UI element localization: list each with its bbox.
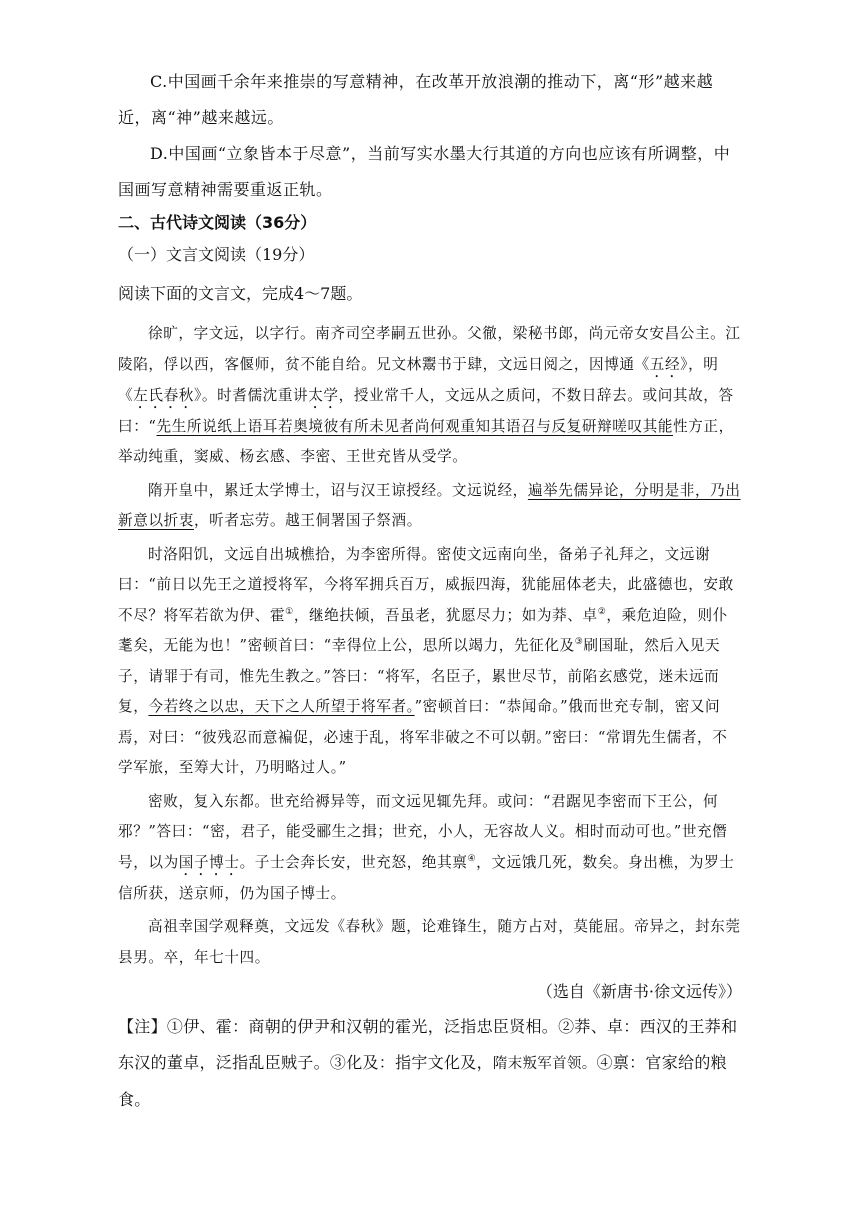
passage-paragraph-5: 高祖幸国学观释奠，文远发《春秋》题，论难锋生，随方占对，莫能屈。帝异之，封东莞县男。卒，年七十四。 (118, 918, 741, 966)
underlined-sentence-3: 今若终之以忠，天下之人所望于将军者。 (148, 698, 415, 715)
option-d: D.中国画“立象皆本于尽意”，当前写实水墨大行其道的方向也应该有所调整，中国画写意精神需要重返正轨。 (118, 144, 731, 199)
source-citation: （选自《新唐书·徐文远传》） (536, 982, 742, 1001)
dotted-term-guozi: 国子博士 (178, 853, 240, 871)
text-run: 。时耆儒沈重讲 (201, 386, 309, 404)
text-run: ”密顿首曰：“恭闻命。”俄而世充专制，密又问焉，对曰：“彼残忍而意褊促，必速于乱，将军非破之不可以朝。”密曰：“常谓先生儒者，不学军旅，至筹大计，乃明略过人。” (118, 698, 728, 776)
section-heading: 二、古代诗文阅读（36分） (118, 213, 317, 232)
text-run: ④禀：官家给的粮食。 (118, 1053, 727, 1109)
passage-paragraph-2 (118, 476, 742, 537)
text-run: 隋开皇中，累迁太学博士，诏与汉王谅授经。文远说经， (148, 481, 528, 499)
text-run: 性方正，举动纯重，窦威、杨玄感、李密、王世充皆从受学。 (118, 417, 734, 465)
document-page (118, 64, 742, 1118)
annotation-note (118, 1009, 742, 1118)
text-run: ①伊、霍：商朝的伊尹和汉朝的霍光，泛指忠臣贤相。②莽、卓：西汉的王莽和东汉的董卓，泛指乱臣贼子。③化及：指宇文化及， (118, 1017, 738, 1072)
passage-paragraph-4 (118, 787, 742, 910)
text-run: ，听者忘劳。越王侗署国子祭酒。 (193, 512, 422, 529)
text-run: 隋末叛军首领。 (492, 1056, 597, 1072)
text-run: 时洛阳饥，文远自出城樵拾，为李密所得。密使文远南向坐，备弟子礼拜之，文远谢曰：“前日以先王之道授将军，今将军拥兵百万，威振四海，犹能屈体老夫，此盛德也，安敢不尽？将军若欲为伊、霍 (118, 545, 734, 624)
passage-paragraph-3 (118, 540, 742, 784)
text-run: ，继绝扶倾，吾虽老，犹愿尽力；如为莽、卓 (293, 606, 598, 624)
note-ref-4: ④ (467, 853, 477, 864)
book-title-zuoshi: 《左氏春秋》 (118, 386, 202, 404)
text-run: 。子士会奔长安，世充怒，绝其禀 (239, 853, 468, 871)
note-ref-2: ② (597, 606, 607, 617)
text-run: 徐旷，字文远，以字行。南齐司空孝嗣五世孙。父徹，梁秘书郎，尚元帝女安昌公主。江陵陷，俘以西，客偃师，贫不能自给。兄文林鬻书于肆，文远日阅之，因博通 (118, 325, 741, 373)
text-run: ，授业常千人，文远从之质问，不数日辞去。或问其故，答曰：“ (118, 386, 734, 435)
note-label: 【注】 (118, 1017, 167, 1036)
dotted-term-taixue: 太学 (308, 386, 339, 404)
text-run: ，明 (688, 355, 719, 373)
option-c: C.中国画千余年来推崇的写意精神，在改革开放浪潮的推动下，离“形”越来越近，离“神”越来越远。 (118, 72, 714, 127)
note-ref-3: ③ (574, 637, 584, 648)
reading-instruction: 阅读下面的文言文，完成4～7题。 (118, 284, 363, 303)
note-ref-1: ① (285, 606, 294, 617)
underlined-sentence-1: 先生所说纸上语耳若奥境彼有所未见者尚何观重知其语召与反复研辩嗟叹其能 (156, 417, 674, 435)
book-title-wujing: 《五经》 (634, 355, 689, 373)
passage-paragraph-1 (118, 319, 742, 473)
text-run: 刷国耻，然后入见天子，请罪于有司，惟先生教之。”答曰：“将军，名臣子，累世尽节，前陷玄感党，迷未远而复， (118, 637, 721, 715)
text-run: ，文远饿几死，数矣。身出樵，为罗士信所获，送京师，仍为国子博士。 (118, 853, 735, 902)
text-run: 密败，复入东都。世充给褥异等，而文远见辄先拜。或问：“君踞见李密而下王公，何邪？”答曰：“密，君子，能受郦生之揖；世充，小人，无容故人义。相时而动可也。”世充僭号，以为 (118, 792, 728, 871)
underlined-sentence-2: 遍举先儒异论，分明是非，乃出新意以折衷 (118, 481, 741, 529)
text-run: ，乘危迫险，则仆耄矣，无能为也！”密顿首曰：“幸得位上公，思所以竭力，先征化及 (118, 606, 728, 654)
subsection-heading: （一）文言文阅读（19分） (118, 245, 315, 264)
